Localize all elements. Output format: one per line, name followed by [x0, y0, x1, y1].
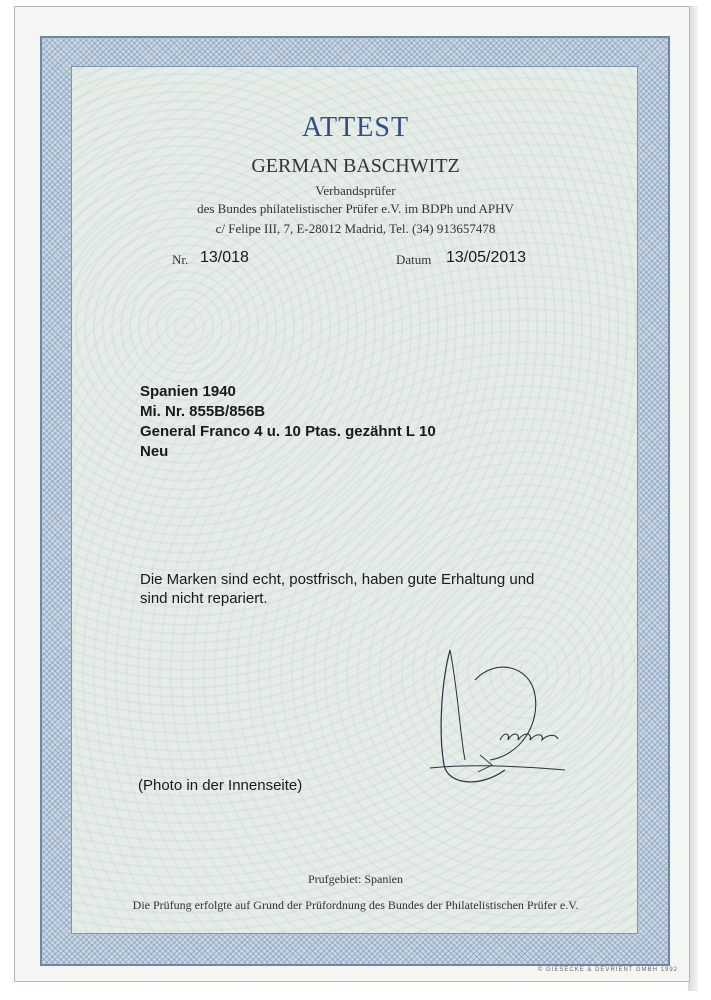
- examination-area: Prufgebiet: Spanien: [308, 872, 403, 886]
- address-line: c/ Felipe III, 7, E-28012 Madrid, Tel. (34) 913657478: [215, 221, 496, 236]
- stamp-condition: Neu: [140, 443, 169, 460]
- examiner-name: GERMAN BASCHWITZ: [251, 155, 460, 177]
- number-label: Nr.: [172, 252, 189, 267]
- opinion-line-2: sind nicht repariert.: [140, 590, 268, 607]
- examination-regulation-note: Die Prüfung erfolgte auf Grund der Prüfordnung des Bundes der Philatelistischen Prüfer e.V.: [132, 898, 579, 912]
- association-line: des Bundes philatelistischer Prüfer e.V. im BDPh und APHV: [197, 201, 514, 216]
- certificate-title: ATTEST: [301, 112, 410, 143]
- stamp-catalog-number: Mi. Nr. 855B/856B: [140, 403, 266, 420]
- number-value: 13/018: [200, 249, 249, 266]
- date-label: Datum: [396, 252, 432, 267]
- date-value: 13/05/2013: [446, 249, 527, 266]
- examiner-signature: [420, 640, 580, 790]
- stamp-description: General Franco 4 u. 10 Ptas. gezähnt L 10: [140, 423, 436, 440]
- stamp-country-year: Spanien 1940: [140, 383, 236, 400]
- printer-imprint: © GIESECKE & DEVRIENT GMBH 1992: [538, 967, 679, 973]
- opinion-line-1: Die Marken sind echt, postfrisch, haben gute Erhaltung und: [140, 571, 535, 588]
- examiner-role: Verbandsprüfer: [315, 183, 396, 198]
- photo-note: (Photo in der Innenseite): [138, 777, 303, 794]
